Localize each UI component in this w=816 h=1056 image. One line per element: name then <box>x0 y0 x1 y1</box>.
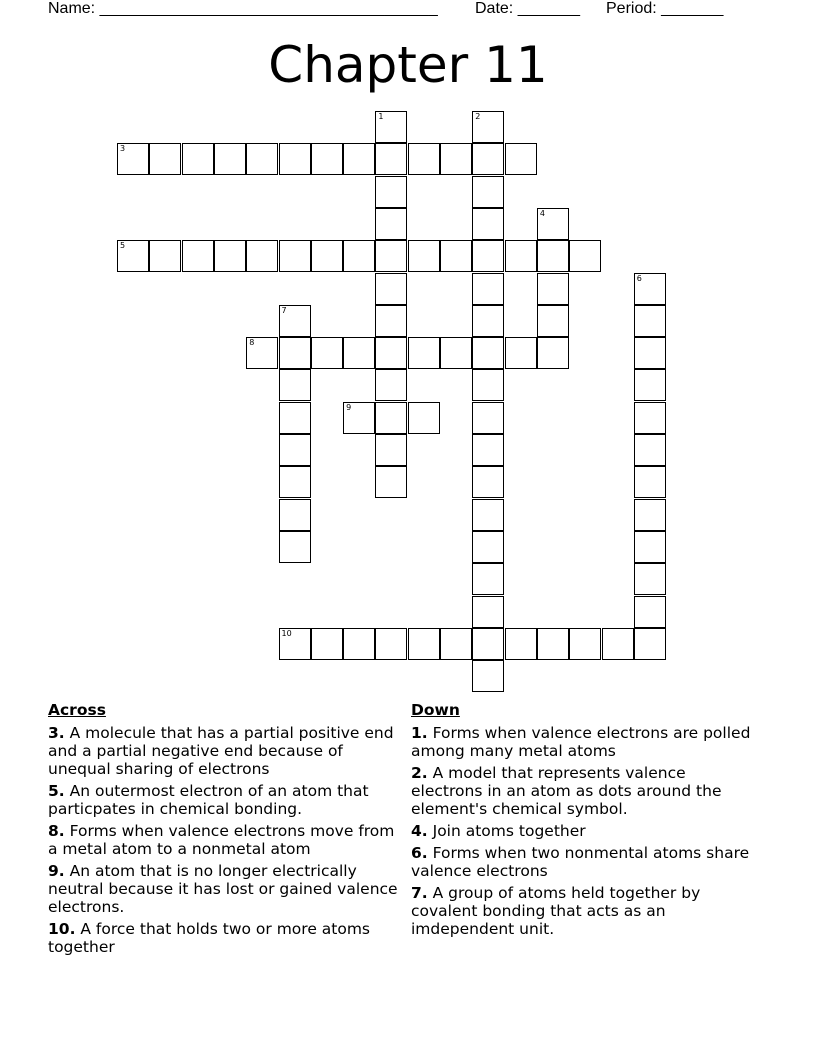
crossword-cell[interactable] <box>182 240 214 272</box>
clue-text: Forms when two nonmental atoms share valence electrons <box>411 844 750 880</box>
crossword-cell[interactable] <box>472 531 504 563</box>
crossword-cell[interactable] <box>279 143 311 175</box>
crossword-cell[interactable] <box>472 434 504 466</box>
clue-item <box>48 822 398 858</box>
cell-number: 8 <box>249 338 255 348</box>
crossword-cell[interactable] <box>634 337 666 369</box>
crossword-cell[interactable] <box>279 337 311 369</box>
crossword-cell[interactable] <box>246 337 278 369</box>
clue-number: 7. <box>411 884 428 902</box>
clue-text: A force that holds two or more atoms together <box>48 920 371 956</box>
crossword-cell[interactable] <box>505 337 537 369</box>
worksheet-header <box>0 0 816 24</box>
across-heading: Across <box>48 701 106 719</box>
clue-item <box>48 724 398 778</box>
crossword-cell[interactable] <box>375 111 407 143</box>
crossword-cell[interactable] <box>472 143 504 175</box>
crossword-cell[interactable] <box>634 466 666 498</box>
crossword-cell[interactable] <box>537 208 569 240</box>
crossword-cell[interactable] <box>602 628 634 660</box>
crossword-cell[interactable] <box>472 499 504 531</box>
name-field: Name: ______________________________________ <box>48 0 438 17</box>
cell-number: 5 <box>120 241 126 251</box>
crossword-cell[interactable] <box>634 499 666 531</box>
clue-text: Forms when valence electrons are polled among many metal atoms <box>411 724 751 760</box>
crossword-cell[interactable] <box>117 240 149 272</box>
crossword-cell[interactable] <box>214 143 246 175</box>
crossword-cell[interactable] <box>279 240 311 272</box>
crossword-cell[interactable] <box>537 628 569 660</box>
clue-text: A model that represents valence electrons in an atom as dots around the element's chemical symbol. <box>411 764 722 818</box>
crossword-cell[interactable] <box>375 369 407 401</box>
crossword-cell[interactable] <box>375 176 407 208</box>
crossword-cell[interactable] <box>472 628 504 660</box>
crossword-cell[interactable] <box>440 143 472 175</box>
crossword-cell[interactable] <box>408 337 440 369</box>
clue-number: 1. <box>411 724 428 742</box>
crossword-cell[interactable] <box>472 402 504 434</box>
clue-item <box>411 724 761 760</box>
crossword-cell[interactable] <box>472 240 504 272</box>
clue-text: A group of atoms held together by covalent bonding that acts as an imdependent unit. <box>411 884 701 938</box>
crossword-cell[interactable] <box>182 143 214 175</box>
crossword-cell[interactable] <box>472 176 504 208</box>
crossword-cell[interactable] <box>472 111 504 143</box>
page-title: Chapter 11 <box>268 36 548 94</box>
crossword-cell[interactable] <box>472 273 504 305</box>
crossword-cell[interactable] <box>537 337 569 369</box>
clue-item <box>48 862 398 916</box>
crossword-cell[interactable] <box>279 434 311 466</box>
crossword-cell[interactable] <box>343 628 375 660</box>
crossword-cell[interactable] <box>279 628 311 660</box>
clue-text: A molecule that has a partial positive end and a partial negative end because of unequal sharing of electrons <box>48 724 394 778</box>
crossword-cell[interactable] <box>634 628 666 660</box>
period-field: Period: _______ <box>606 0 724 17</box>
crossword-cell[interactable] <box>537 305 569 337</box>
clue-number: 6. <box>411 844 428 862</box>
crossword-cell[interactable] <box>149 143 181 175</box>
crossword-cell[interactable] <box>634 305 666 337</box>
crossword-cell[interactable] <box>375 305 407 337</box>
crossword-cell[interactable] <box>311 143 343 175</box>
crossword-cell[interactable] <box>472 466 504 498</box>
crossword-cell[interactable] <box>343 240 375 272</box>
crossword-cell[interactable] <box>375 628 407 660</box>
crossword-cell[interactable] <box>375 466 407 498</box>
crossword-cell[interactable] <box>279 466 311 498</box>
crossword-cell[interactable] <box>537 273 569 305</box>
clue-item <box>48 920 398 956</box>
crossword-cell[interactable] <box>375 337 407 369</box>
crossword-cell[interactable] <box>214 240 246 272</box>
cell-number: 3 <box>120 144 126 154</box>
crossword-cell[interactable] <box>375 434 407 466</box>
crossword-cell[interactable] <box>634 531 666 563</box>
crossword-cell[interactable] <box>343 402 375 434</box>
crossword-cell[interactable] <box>472 208 504 240</box>
clue-text: Join atoms together <box>432 822 586 840</box>
crossword-cell[interactable] <box>311 240 343 272</box>
crossword-cell[interactable] <box>246 240 278 272</box>
clue-text: An outermost electron of an atom that particpates in chemical bonding. <box>48 782 369 818</box>
crossword-cell[interactable] <box>117 143 149 175</box>
crossword-cell[interactable] <box>440 240 472 272</box>
crossword-cell[interactable] <box>279 402 311 434</box>
crossword-cell[interactable] <box>408 402 440 434</box>
across-clues <box>48 700 398 960</box>
crossword-cell[interactable] <box>634 273 666 305</box>
cell-number: 10 <box>281 628 292 638</box>
date-field: Date: _______ <box>475 0 580 17</box>
crossword-cell[interactable] <box>375 143 407 175</box>
crossword-cell[interactable] <box>279 531 311 563</box>
clue-number: 2. <box>411 764 428 782</box>
crossword-cell[interactable] <box>472 337 504 369</box>
crossword-cell[interactable] <box>634 563 666 595</box>
crossword-cell[interactable] <box>634 434 666 466</box>
crossword-cell[interactable] <box>472 369 504 401</box>
crossword-cell[interactable] <box>505 143 537 175</box>
cell-number: 7 <box>281 305 287 315</box>
crossword-cell[interactable] <box>472 563 504 595</box>
clue-text: An atom that is no longer electrically neutral because it has lost or gained valence electrons. <box>48 862 398 916</box>
clue-item <box>411 844 761 880</box>
cell-number: 6 <box>636 273 642 283</box>
crossword-cell[interactable] <box>375 240 407 272</box>
clue-item <box>411 822 761 840</box>
crossword-cell[interactable] <box>279 369 311 401</box>
crossword-cell[interactable] <box>408 628 440 660</box>
cell-number: 4 <box>539 208 545 218</box>
crossword-cell[interactable] <box>311 628 343 660</box>
cell-number: 1 <box>378 112 384 121</box>
crossword-cell[interactable] <box>634 596 666 628</box>
crossword-cell[interactable] <box>375 273 407 305</box>
down-heading: Down <box>411 701 460 719</box>
clue-item <box>411 884 761 938</box>
crossword-cell[interactable] <box>440 337 472 369</box>
crossword-cell[interactable] <box>311 337 343 369</box>
crossword-cell[interactable] <box>408 240 440 272</box>
crossword-cell[interactable] <box>472 660 504 692</box>
crossword-cell[interactable] <box>279 305 311 337</box>
crossword-cell[interactable] <box>472 305 504 337</box>
crossword-cell[interactable] <box>408 143 440 175</box>
clue-item <box>48 782 398 818</box>
crossword-cell[interactable] <box>343 143 375 175</box>
crossword-cell[interactable] <box>569 240 601 272</box>
clue-number: 5. <box>48 782 65 800</box>
clue-text: Forms when valence electrons move from a metal atom to a nonmetal atom <box>48 822 395 858</box>
clue-number: 9. <box>48 862 65 880</box>
crossword-cell[interactable] <box>472 596 504 628</box>
clue-item <box>411 764 761 818</box>
crossword-cell[interactable] <box>343 337 375 369</box>
crossword-cell[interactable] <box>246 143 278 175</box>
crossword-cell[interactable] <box>569 628 601 660</box>
crossword-cell[interactable] <box>505 628 537 660</box>
down-clues <box>411 700 761 942</box>
clue-number: 4. <box>411 822 428 840</box>
crossword-cell[interactable] <box>375 402 407 434</box>
crossword-cell[interactable] <box>634 402 666 434</box>
crossword-cell[interactable] <box>149 240 181 272</box>
crossword-cell[interactable] <box>537 240 569 272</box>
clue-number: 8. <box>48 822 65 840</box>
crossword-cell[interactable] <box>375 208 407 240</box>
crossword-cell[interactable] <box>634 369 666 401</box>
cell-number: 9 <box>346 402 352 412</box>
clue-number: 3. <box>48 724 65 742</box>
clue-number: 10. <box>48 920 76 938</box>
crossword-cell[interactable] <box>505 240 537 272</box>
crossword-cell[interactable] <box>279 499 311 531</box>
cell-number: 2 <box>475 112 481 121</box>
crossword-cell[interactable] <box>440 628 472 660</box>
